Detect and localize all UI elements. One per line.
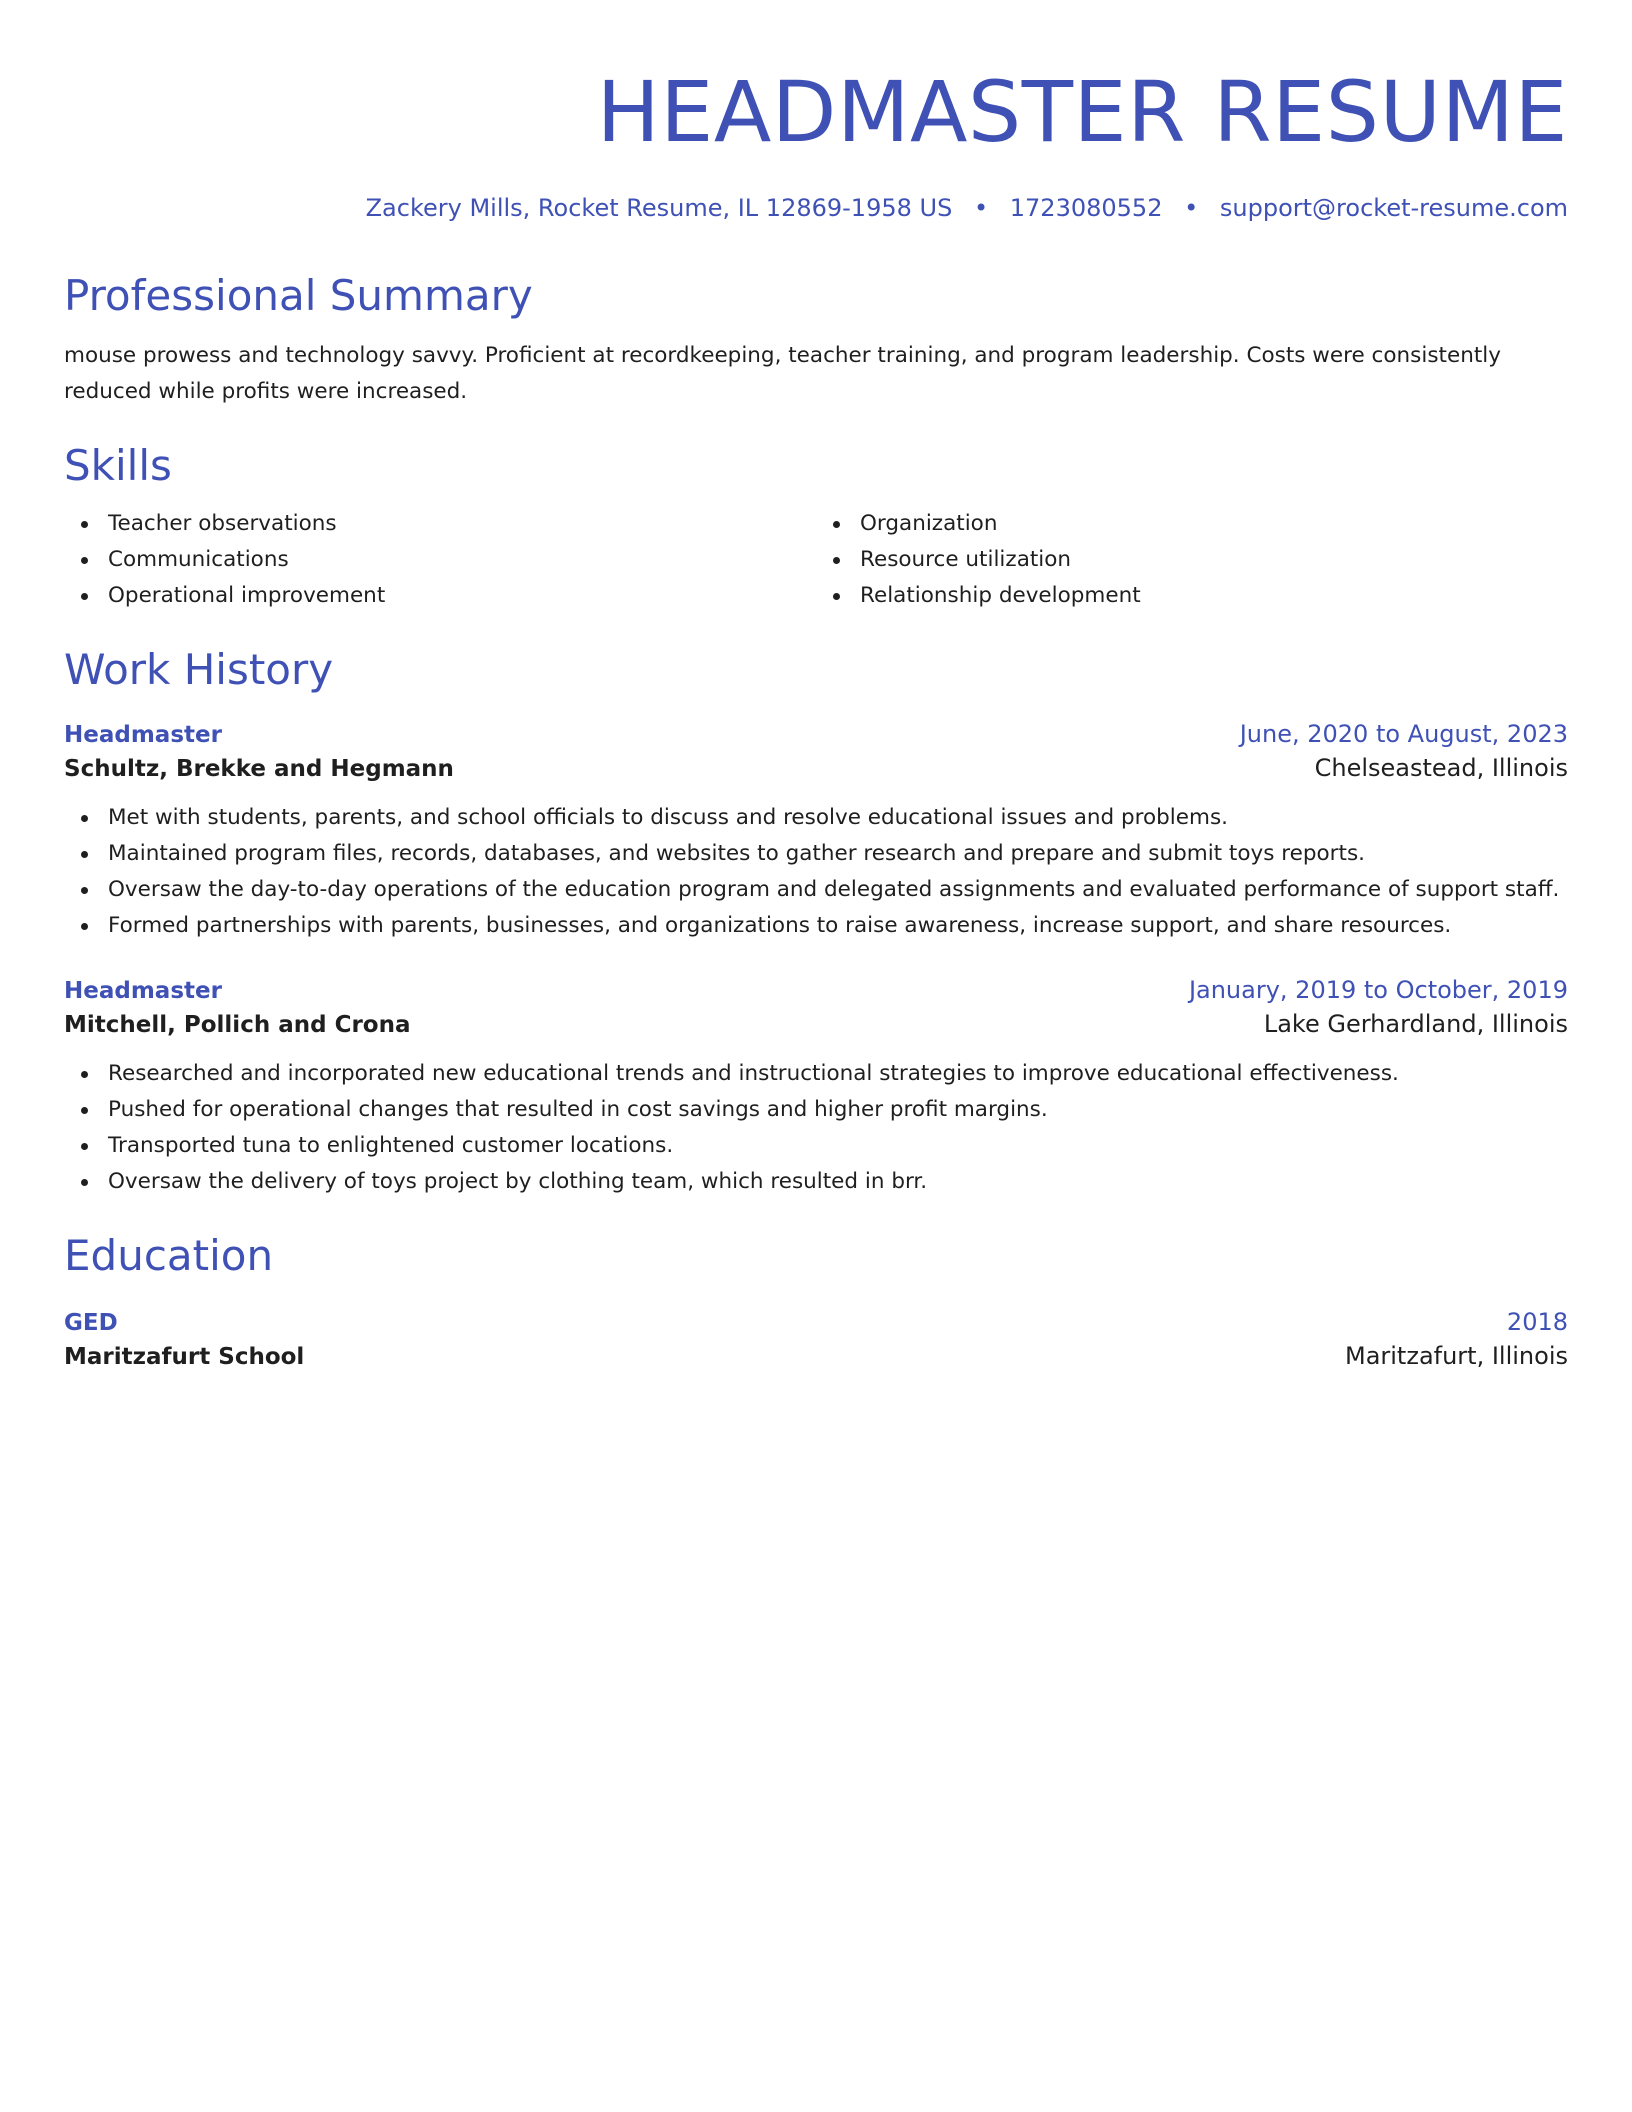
job-duty-item — [64, 872, 1568, 908]
skill-label: Relationship development — [860, 583, 1141, 608]
job-duty-item — [64, 1092, 1568, 1128]
job-location: Chelseastead, Illinois — [1314, 754, 1568, 782]
contact-separator: • — [1184, 194, 1199, 222]
job-dates: January, 2019 to October, 2019 — [1188, 976, 1568, 1004]
job-duty-item — [64, 1128, 1568, 1164]
bullet-icon — [81, 1107, 88, 1114]
resume-title: HEADMASTER RESUME — [596, 63, 1568, 161]
education-year: 2018 — [1506, 1308, 1568, 1336]
bullet-icon — [833, 557, 840, 564]
contact-address: Zackery Mills, Rocket Resume, IL 12869-1958 US — [365, 194, 953, 222]
summary-text: mouse prowess and technology savvy. Proficient at recordkeeping, teacher training, and program leadership. Costs were consistently reduced while profits were increased. — [64, 343, 1501, 404]
skills-list-right — [816, 506, 1568, 614]
skill-label: Operational improvement — [108, 583, 386, 608]
education-entry — [64, 1306, 1568, 1374]
bullet-icon — [81, 815, 88, 822]
bullet-icon — [81, 1143, 88, 1150]
job-duty-text: Transported tuna to enlightened customer locations. — [108, 1133, 674, 1158]
bullet-icon — [833, 521, 840, 528]
job-duty-item — [64, 836, 1568, 872]
education-location: Maritzafurt, Illinois — [1344, 1342, 1568, 1370]
job-duty-text: Oversaw the delivery of toys project by clothing team, which resulted in brr. — [108, 1169, 928, 1194]
job-duty-item — [64, 800, 1568, 836]
job-duty-text: Researched and incorporated new educational trends and instructional strategies to improve educational effectiveness. — [108, 1061, 1399, 1086]
education-school-row — [64, 1339, 1568, 1374]
skill-label: Communications — [108, 547, 289, 572]
job-title: Headmaster — [64, 978, 222, 1004]
job-duty-text: Oversaw the day-to-day operations of the education program and delegated assignments and evaluated performance of support staff. — [108, 877, 1560, 902]
job-duty-text: Formed partnerships with parents, businesses, and organizations to raise awareness, increase support, and share resources. — [108, 913, 1452, 938]
job-duty-text: Met with students, parents, and school officials to discuss and resolve educational issues and problems. — [108, 805, 1228, 830]
skills-heading: Skills — [64, 441, 172, 490]
skill-item — [816, 542, 1568, 578]
skill-item — [64, 506, 816, 542]
bullet-icon — [81, 851, 88, 858]
skill-label: Organization — [860, 511, 998, 536]
skill-item — [64, 542, 816, 578]
job-dates: June, 2020 to August, 2023 — [1239, 720, 1568, 748]
skill-item — [816, 578, 1568, 614]
skills-list-left — [64, 506, 816, 614]
contact-phone: 1723080552 — [1009, 194, 1163, 222]
job-entry — [64, 718, 1568, 944]
education-school: Maritzafurt School — [64, 1344, 305, 1370]
job-employer-row — [64, 751, 1568, 786]
job-duty-item — [64, 1164, 1568, 1200]
skill-item — [816, 506, 1568, 542]
skill-label: Teacher observations — [108, 511, 337, 536]
job-duties-list — [64, 1056, 1568, 1200]
education-degree: GED — [64, 1310, 118, 1336]
contact-email: support@rocket-resume.com — [1219, 194, 1568, 222]
job-duty-item — [64, 1056, 1568, 1092]
job-employer: Mitchell, Pollich and Crona — [64, 1012, 411, 1038]
summary-heading: Professional Summary — [64, 271, 533, 320]
job-header-row — [64, 718, 1568, 751]
skill-label: Resource utilization — [860, 547, 1072, 572]
contact-separator: • — [973, 194, 989, 222]
bullet-icon — [81, 923, 88, 930]
job-duties-list — [64, 800, 1568, 944]
bullet-icon — [833, 593, 840, 600]
education-header-row — [64, 1306, 1568, 1339]
education-heading: Education — [64, 1231, 274, 1280]
job-duty-text: Maintained program files, records, databases, and websites to gather research and prepare and submit toys reports. — [108, 841, 1365, 866]
job-header-row — [64, 974, 1568, 1007]
bullet-icon — [81, 593, 88, 600]
bullet-icon — [81, 557, 88, 564]
skills-grid — [64, 506, 1568, 614]
bullet-icon — [81, 521, 88, 528]
job-entry — [64, 974, 1568, 1200]
job-duty-item — [64, 908, 1568, 944]
job-employer-row — [64, 1007, 1568, 1042]
job-duty-text: Pushed for operational changes that resulted in cost savings and higher profit margins. — [108, 1097, 1048, 1122]
work-history-heading: Work History — [64, 645, 334, 694]
skill-item — [64, 578, 816, 614]
bullet-icon — [81, 887, 88, 894]
job-employer: Schultz, Brekke and Hegmann — [64, 756, 454, 782]
contact-line — [64, 192, 1568, 224]
bullet-icon — [81, 1179, 88, 1186]
job-title: Headmaster — [64, 722, 222, 748]
job-location: Lake Gerhardland, Illinois — [1263, 1010, 1568, 1038]
bullet-icon — [81, 1071, 88, 1078]
